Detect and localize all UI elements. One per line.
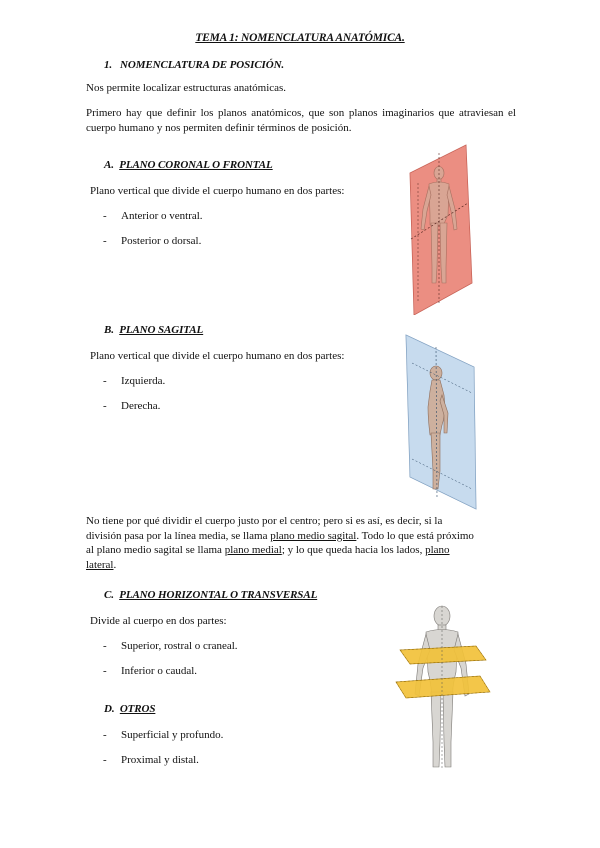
section-1-intro: Nos permite localizar estructuras anatómicas. (86, 82, 287, 94)
bullet: - (103, 210, 107, 222)
page-title: TEMA 1: NOMENCLATURA ANATÓMICA. (195, 32, 405, 44)
list-item (103, 665, 197, 677)
bullet: - (103, 665, 107, 677)
text-run: al plano medio sagital se llama (86, 544, 225, 556)
sagittal-note-line-2 (86, 529, 516, 544)
plane-a-letter: A. (104, 159, 114, 171)
list-item (103, 729, 223, 741)
sagittal-note (86, 514, 516, 572)
plane-a-description: Plano vertical que divide el cuerpo humano en dos partes: (90, 185, 345, 197)
plane-b-letter: B. (104, 324, 114, 336)
coronal-plane-illustration (396, 143, 488, 315)
list-item-text: Posterior o dorsal. (121, 235, 202, 247)
list-item-text: Superficial y profundo. (121, 729, 224, 741)
list-item-text: Izquierda. (121, 375, 166, 387)
list-item-text: Proximal y distal. (121, 754, 199, 766)
plane-c-heading (104, 589, 317, 601)
plane-b-heading (104, 324, 203, 336)
list-item (103, 400, 160, 412)
plane-a-title: PLANO CORONAL O FRONTAL (119, 159, 273, 171)
list-item-text: Superior, rostral o craneal. (121, 640, 238, 652)
plane-b-title: PLANO SAGITAL (119, 324, 204, 336)
text-run: ; y lo que queda hacia los lados, (281, 544, 426, 556)
text-run: división pasa por la línea media, se llama (86, 529, 271, 542)
section-number: 1. (104, 59, 113, 71)
section-1-paragraph: Primero hay que definir los planos anatómicos, que son planos imaginarios que atraviesan el cuerpo humano y nos permiten definir términos de posición. (86, 107, 516, 134)
section-title: NOMENCLATURA DE POSICIÓN. (120, 59, 285, 71)
plane-c-letter: C. (104, 589, 114, 601)
term-plano-lateral-part2: lateral (86, 558, 114, 571)
list-item (103, 210, 203, 222)
term-plano-medio-sagital: plano medio sagital (270, 529, 357, 542)
sagittal-note-line-4 (86, 558, 516, 573)
list-item-text: Inferior o caudal. (121, 665, 198, 677)
sagittal-plane-illustration (400, 333, 492, 511)
list-item (103, 640, 238, 652)
list-item (103, 754, 199, 766)
bullet: - (103, 375, 107, 387)
bullet: - (103, 754, 107, 766)
list-item (103, 375, 165, 387)
list-item-text: Derecha. (121, 400, 161, 412)
horizontal-plane-illustration (390, 602, 494, 772)
bullet: - (103, 729, 107, 741)
plane-d-letter: D. (104, 703, 115, 715)
plane-d-title: OTROS (119, 703, 156, 715)
sagittal-note-line-3 (86, 543, 516, 558)
term-plano-medial: plano medial (224, 544, 282, 556)
sagittal-note-line-1: No tiene por qué dividir el cuerpo justo por el centro; pero si es así, es decir, si la (86, 515, 443, 527)
list-item (103, 235, 201, 247)
term-plano-lateral-part1: plano (425, 544, 450, 556)
plane-d-heading (104, 703, 155, 715)
list-item-text: Anterior o ventral. (121, 210, 203, 222)
bullet: - (103, 640, 107, 652)
plane-a-heading (104, 159, 273, 171)
text-run: . (113, 558, 117, 571)
bullet: - (103, 235, 107, 247)
plane-c-title: PLANO HORIZONTAL O TRANSVERSAL (119, 589, 318, 601)
text-run: . Todo lo que está próximo (356, 529, 474, 542)
bullet: - (103, 400, 107, 412)
section-1-heading (104, 59, 284, 71)
plane-c-description: Divide al cuerpo en dos partes: (90, 615, 227, 627)
plane-b-description: Plano vertical que divide el cuerpo humano en dos partes: (90, 350, 345, 362)
